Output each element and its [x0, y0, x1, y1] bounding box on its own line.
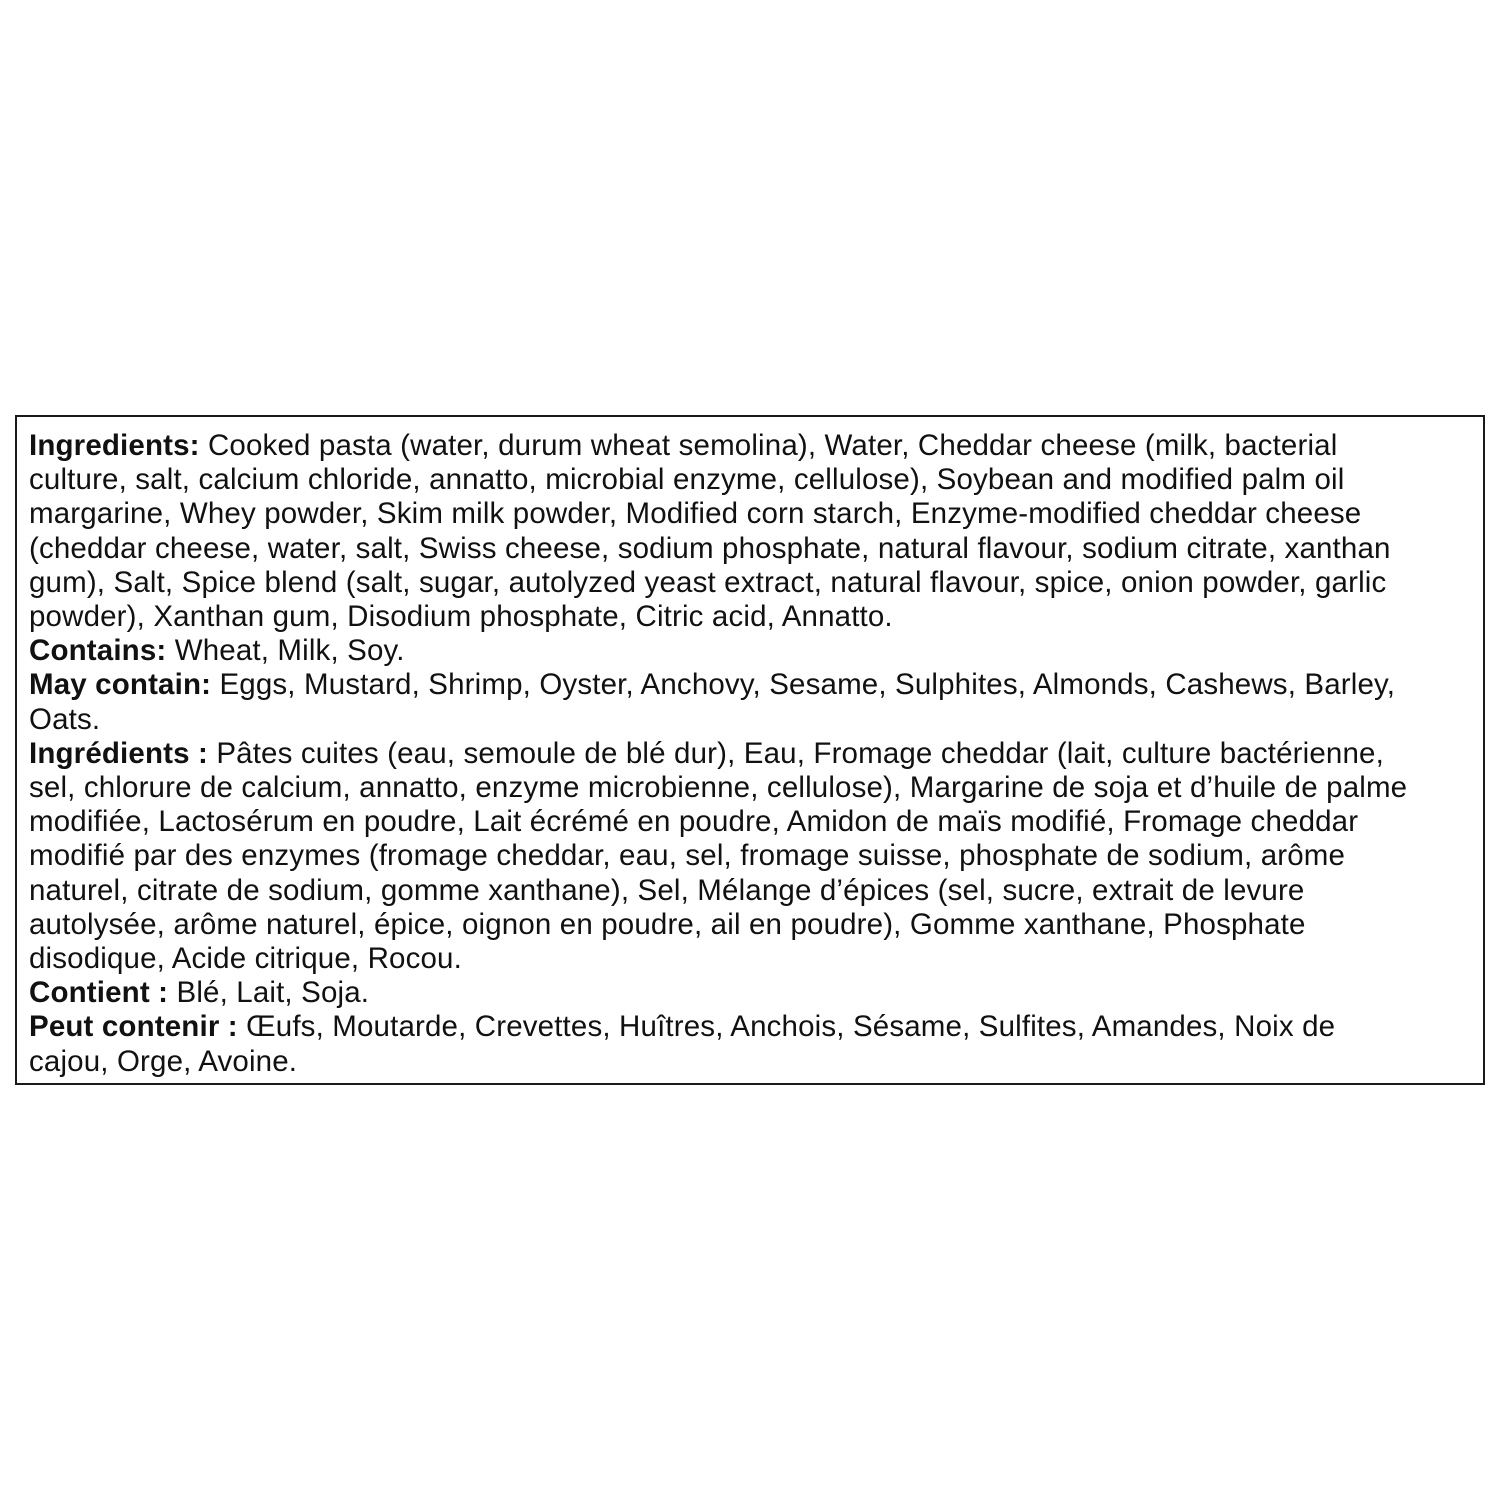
text-line: Oats. [29, 702, 101, 736]
text-line: Ingrédients : Pâtes cuites (eau, semoule de blé dur), Eau, Fromage cheddar (lait, culture bactérienne, [29, 736, 1384, 770]
may-contain-section-en [29, 668, 1471, 736]
text-line: Contient : Blé, Lait, Soja. [29, 976, 370, 1010]
text-line: May contain: Eggs, Mustard, Shrimp, Oyster, Anchovy, Sesame, Sulphites, Almonds, Cashews, Barley, [29, 668, 1396, 702]
may-contain-section-fr [29, 1010, 1471, 1078]
text-line: (cheddar cheese, water, salt, Swiss cheese, sodium phosphate, natural flavour, sodium citrate, xanthan [29, 531, 1391, 565]
ingredients-section-fr [29, 737, 1471, 976]
ingredients-section-en [29, 429, 1471, 634]
text-line: Contains: Wheat, Milk, Soy. [29, 634, 405, 668]
text-line: powder), Xanthan gum, Disodium phosphate, Citric acid, Annatto. [29, 600, 893, 634]
ingredients-heading-en: Ingredients: [29, 429, 200, 462]
may-contain-heading-fr: Peut contenir : [29, 1010, 238, 1044]
text-line: Ingredients: Cooked pasta (water, durum wheat semolina), Water, Cheddar cheese (milk, bacterial [29, 429, 1338, 462]
contains-section-en [29, 634, 1471, 668]
contains-heading-en: Contains: [29, 634, 167, 668]
text-line: modifiée, Lactosérum en poudre, Lait écrémé en poudre, Amidon de maïs modifié, Fromage cheddar [29, 805, 1359, 839]
text-line: cajou, Orge, Avoine. [29, 1044, 298, 1078]
ingredients-heading-fr: Ingrédients : [29, 736, 208, 770]
text-line: disodique, Acide citrique, Rocou. [29, 942, 462, 976]
text-line: sel, chlorure de calcium, annatto, enzyme microbienne, cellulose), Margarine de soja et d’huile de palme [29, 771, 1408, 805]
text-line: autolysée, arôme naturel, épice, oignon en poudre, ail en poudre), Gomme xanthane, Phosphate [29, 907, 1306, 941]
text-line: Peut contenir : Œufs, Moutarde, Crevettes, Huîtres, Anchois, Sésame, Sulfites, Amandes, Noix de [29, 1010, 1336, 1044]
may-contain-heading-en: May contain: [29, 668, 212, 702]
text-line: naturel, citrate de sodium, gomme xanthane), Sel, Mélange d’épices (sel, sucre, extrait de levure [29, 873, 1305, 907]
text-line: gum), Salt, Spice blend (salt, sugar, autolyzed yeast extract, natural flavour, spice, onion powder, garlic [29, 565, 1387, 599]
contains-heading-fr: Contient : [29, 976, 169, 1010]
ingredients-panel [15, 415, 1485, 1085]
text-line: culture, salt, calcium chloride, annatto, microbial enzyme, cellulose), Soybean and modified palm oil [29, 463, 1345, 497]
text-line: margarine, Whey powder, Skim milk powder, Modified corn starch, Enzyme-modified cheddar cheese [29, 497, 1362, 531]
text-line: modifié par des enzymes (fromage cheddar, eau, sel, fromage suisse, phosphate de sodium, arôme [29, 839, 1346, 873]
contains-section-fr [29, 976, 1471, 1010]
